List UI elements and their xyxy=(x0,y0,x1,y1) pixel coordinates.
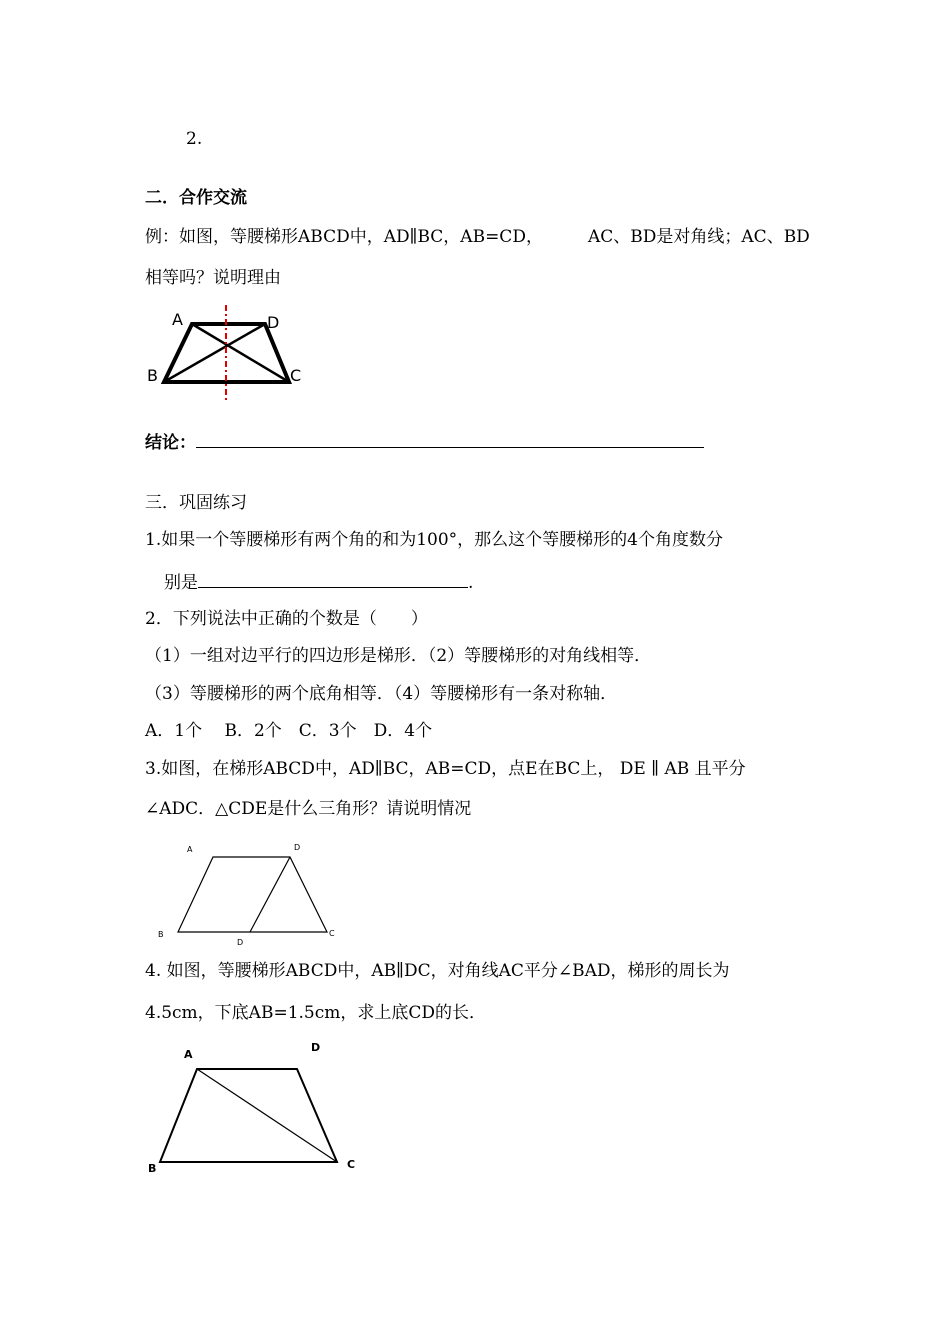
item-number: 2. xyxy=(186,129,203,149)
question-4-line2: 4.5cm，下底AB=1.5cm，求上底CD的长． xyxy=(145,1003,487,1023)
vertex-label-c: C xyxy=(290,366,302,385)
vertex-label-b: B xyxy=(158,930,164,939)
question-1-line2 xyxy=(164,569,473,594)
section-heading-cooperation: 二．合作交流 xyxy=(145,188,247,208)
vertex-label-c: C xyxy=(329,929,335,938)
vertex-label-b: B xyxy=(148,1162,157,1175)
question-2-statements-2: （3）等腰梯形的两个底角相等．（4）等腰梯形有一条对称轴． xyxy=(145,684,618,704)
vertex-label-e: D xyxy=(237,938,244,947)
question-2-statements-1: （1）一组对边平行的四边形是梯形．（2）等腰梯形的对角线相等． xyxy=(145,646,652,666)
vertex-label-d: D xyxy=(294,843,301,852)
conclusion-line xyxy=(145,429,704,454)
trapezoid-figure-3 xyxy=(140,1038,370,1178)
vertex-label-a: A xyxy=(184,1048,193,1061)
trapezoid-figure-1 xyxy=(140,305,310,405)
question-1-prefix: 别是 xyxy=(164,573,198,593)
question-3-line1: 3.如图，在梯形ABCD中，AD∥BC，AB=CD，点E在BC上， DE ∥ AB 且平分 xyxy=(145,759,746,779)
question-1-blank[interactable] xyxy=(198,569,468,588)
section-heading-practice: 三．巩固练习 xyxy=(145,493,247,513)
question-1-line1: 1.如果一个等腰梯形有两个角的和为100°，那么这个等腰梯形的4个角度数分 xyxy=(145,530,723,550)
question-4-line1: 4. 如图，等腰梯形ABCD中，AB∥DC，对角线AC平分∠BAD，梯形的周长为 xyxy=(145,961,730,981)
question-3-line2: ∠ADC．△CDE是什么三角形？请说明情况 xyxy=(145,799,472,819)
question-2-stem: 2．下列说法中正确的个数是（ ） xyxy=(145,609,428,629)
conclusion-label: 结论： xyxy=(145,433,196,453)
example-text-line1b: AC、BD是对角线；AC、BD xyxy=(588,227,810,247)
question-1-suffix: . xyxy=(468,573,474,593)
conclusion-blank[interactable] xyxy=(196,429,704,448)
vertex-label-a: A xyxy=(187,845,193,854)
trapezoid-figure-2 xyxy=(150,838,350,948)
vertex-label-d: D xyxy=(311,1041,321,1054)
vertex-label-b: B xyxy=(147,366,158,385)
question-2-options: A．1个 B．2个 C．3个 D．4个 xyxy=(145,721,433,741)
vertex-label-c: C xyxy=(347,1158,356,1171)
example-text-line1a: 例：如图，等腰梯形ABCD中，AD∥BC，AB=CD， xyxy=(145,227,543,247)
vertex-label-a: A xyxy=(172,310,183,329)
example-text-line2: 相等吗？说明理由 xyxy=(145,268,281,288)
vertex-label-d: D xyxy=(267,313,280,332)
